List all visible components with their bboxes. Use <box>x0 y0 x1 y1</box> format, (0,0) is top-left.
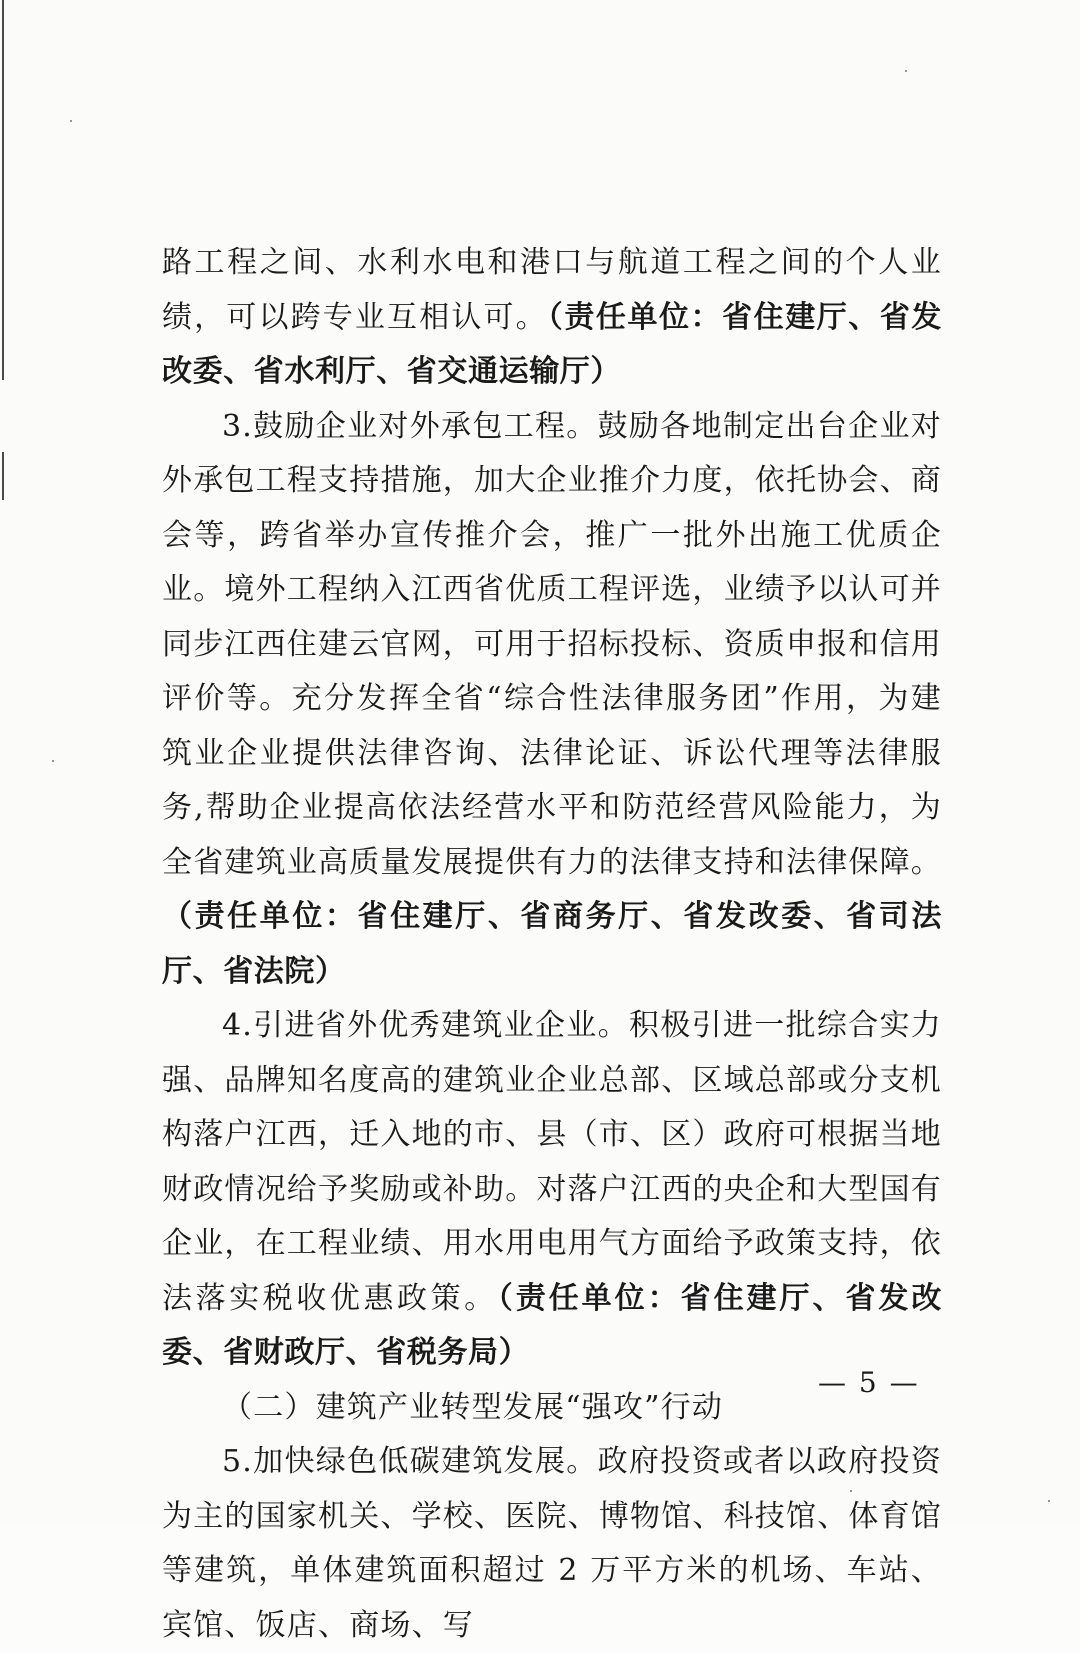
paragraph-4-text: 4.引进省外优秀建筑业企业。积极引进一批综合实力强、品牌知名度高的建筑业企业总部、区域总部或分支机构落户江西，迁入地的市、县（市、区）政府可根据当地财政情况给予奖励或补助。对落户江西的央企和大型国有企业，在工程业绩、用水用电用气方面给予政策支持，依法落实税收优惠政策。 <box>162 1008 942 1316</box>
scan-speck <box>1048 1500 1050 1502</box>
paragraph-3 <box>162 400 942 1000</box>
paragraph-3-text: 3.鼓励企业对外承包工程。鼓励各地制定出台企业对外承包工程支持措施，加大企业推介力度，依托协会、商会等，跨省举办宣传推介会，推广一批外出施工优质企业。境外工程纳入江西省优质工程评选，业绩予以认可并同步江西住建云官网，可用于招标投标、资质申报和信用评价等。充分发挥全省“综合性法律服务团”作用，为建筑业企业提供法律咨询、法律论证、诉讼代理等法律服务,帮助企业提高依法经营水平和防范经营风险能力，为全省建筑业高质量发展提供有力的法律支持和法律保障。 <box>162 408 942 880</box>
scan-edge-line-mid <box>2 452 4 500</box>
document-body <box>162 236 942 1653</box>
paragraph-5 <box>162 1435 942 1653</box>
paragraph-1-text: 路工程之间、水利水电和港口与航道工程之间的个人业绩，可以跨专业互相认可。 <box>162 245 942 335</box>
scan-edge-line-top <box>2 0 4 380</box>
scan-speck <box>70 120 72 122</box>
paragraph-1 <box>162 236 942 400</box>
scan-speck <box>905 70 907 72</box>
scan-speck <box>52 760 54 762</box>
paragraph-4 <box>162 999 942 1381</box>
paragraph-3-responsibility: （责任单位：省住建厅、省商务厅、省发改委、省司法厅、省法院） <box>162 899 942 989</box>
paragraph-4-responsibility: （责任单位：省住建厅、省发改委、省财政厅、省税务局） <box>162 1280 943 1370</box>
paragraph-5-text: 5.加快绿色低碳建筑发展。政府投资或者以政府投资为主的国家机关、学校、医院、博物馆、科技馆、体育馆等建筑，单体建筑面积超过 2 万平方米的机场、车站、宾馆、饭店、商场、写 <box>162 1444 942 1643</box>
page-number: — 5 — <box>818 1366 920 1399</box>
section-heading-2-text: （二）建筑产业转型发展“强攻”行动 <box>222 1389 724 1425</box>
paragraph-1-responsibility: （责任单位：省住建厅、省发改委、省水利厅、省交通运输厅） <box>162 299 942 389</box>
